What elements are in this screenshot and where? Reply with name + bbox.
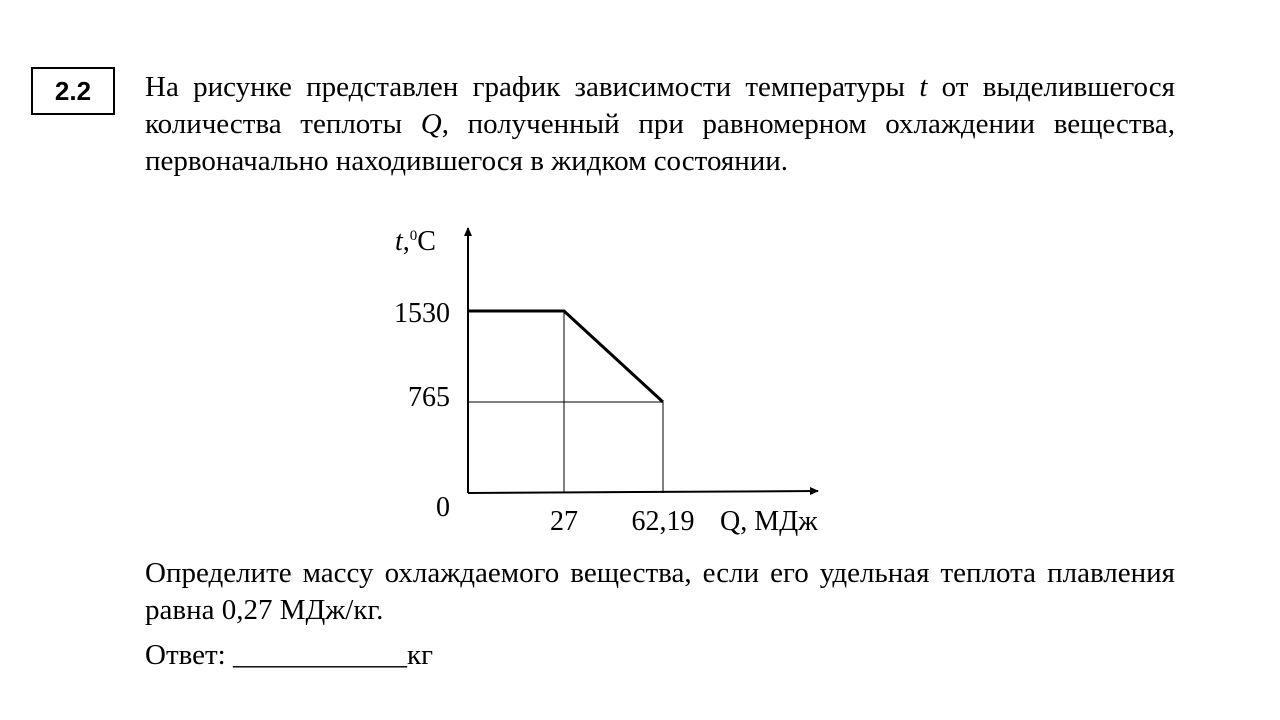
x-tick-27: 27 bbox=[550, 506, 578, 537]
y-tick-0: 0 bbox=[436, 492, 450, 523]
y-axis-label: t,$^0$C bbox=[395, 226, 436, 257]
y-axis-var: t bbox=[395, 226, 403, 257]
answer-label: Ответ: bbox=[145, 639, 226, 671]
problem-text-2: от выделившегося количества теплоты bbox=[145, 71, 1175, 140]
answer-line bbox=[145, 637, 433, 674]
y-axis-degree: 0 bbox=[409, 228, 418, 244]
var-t: t bbox=[919, 71, 928, 103]
question-text: Определите массу охлаждаемого вещества, если его удельная теплота плавления равна 0,27 МДж/кг. bbox=[145, 557, 1175, 626]
x-tick-62-19: 62,19 bbox=[631, 506, 695, 537]
y-axis-unit: C bbox=[417, 226, 436, 257]
guide-lines bbox=[468, 311, 663, 493]
x-axis-label: Q, МДж bbox=[720, 506, 818, 537]
y-tick-765: 765 bbox=[408, 382, 450, 413]
var-q: Q bbox=[420, 108, 442, 140]
x-axis bbox=[468, 491, 818, 493]
y-tick-1530: 1530 bbox=[394, 298, 450, 329]
answer-blank[interactable]: ____________ bbox=[233, 639, 407, 671]
data-series bbox=[468, 311, 663, 402]
task-number: 2.2 bbox=[54, 75, 92, 106]
problem-text-1: На рисунке представлен график зависимости температуры bbox=[145, 71, 920, 103]
answer-unit: кг bbox=[407, 639, 433, 671]
problem-text-3: , полученный при равномерном охлаждении вещества, первоначально находившегося в жидком состоянии. bbox=[145, 108, 1175, 177]
series-line-0 bbox=[468, 311, 663, 402]
